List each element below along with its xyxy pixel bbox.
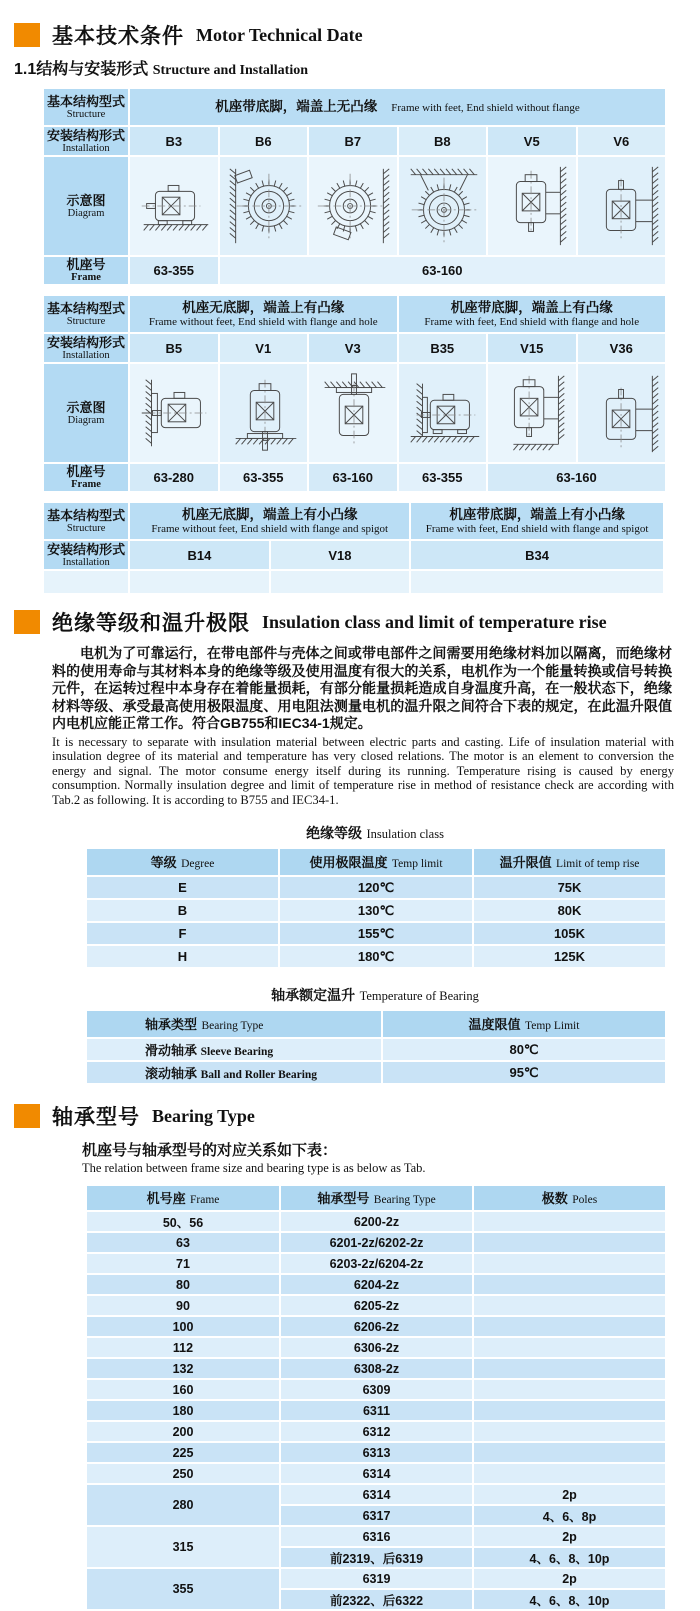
- motor-diagram-v5: [488, 158, 578, 254]
- bearing-model: 6308-2z: [280, 1358, 473, 1379]
- installation-code-b7: B7: [308, 126, 398, 156]
- diagram-cell: [398, 156, 488, 256]
- motor-diagram-b6: [220, 158, 310, 254]
- insulation-value: 105K: [473, 922, 666, 945]
- frame-size: 100: [86, 1316, 280, 1337]
- row-label-cell: 机座号 Frame: [43, 463, 129, 492]
- bearing-model: 前2319、后6319: [280, 1547, 473, 1568]
- diagram-cell: [129, 156, 219, 256]
- bearing-type-row: [86, 1568, 666, 1589]
- structure-tables: [0, 87, 700, 595]
- bearing-model: 6314: [280, 1463, 473, 1484]
- insulation-value: 75K: [473, 876, 666, 899]
- insulation-value: F: [86, 922, 279, 945]
- insulation-value: H: [86, 945, 279, 968]
- column-header: 等级 Degree: [86, 848, 279, 876]
- installation-code-b14: B14: [129, 540, 269, 570]
- insulation-value: 125K: [473, 945, 666, 968]
- temp-limit-value: 95℃: [382, 1061, 666, 1084]
- installation-code-v3: V3: [308, 333, 398, 363]
- bearing-model: 6203-2z/6204-2z: [280, 1253, 473, 1274]
- row-label-cell: 基本结构型式 Structure: [43, 295, 129, 333]
- insulation-value: E: [86, 876, 279, 899]
- motor-diagram-b5: [130, 365, 220, 461]
- row-label-cell: 安装结构形式 Installation: [43, 333, 129, 363]
- table-title-zh: 绝缘等级: [306, 825, 363, 841]
- poles: 2p: [473, 1526, 666, 1547]
- bearing-type-row: [86, 1274, 666, 1295]
- frame-size: 355: [86, 1568, 280, 1610]
- installation-code-b6: B6: [219, 126, 309, 156]
- insulation-value: B: [86, 899, 279, 922]
- installation-code-b8: B8: [398, 126, 488, 156]
- insulation-row: [86, 922, 666, 945]
- bearing-model: 6313: [280, 1442, 473, 1463]
- frame-size: 50、56: [86, 1211, 280, 1232]
- subsection-title-zh: 1.1结构与安装形式: [14, 61, 149, 78]
- bearing-type-row: [86, 1316, 666, 1337]
- column-header: 温升限值 Limit of temp rise: [473, 848, 666, 876]
- poles: [473, 1421, 666, 1442]
- bearing-temp-row: [86, 1038, 666, 1061]
- empty-cell: [129, 570, 269, 594]
- poles: 2p: [473, 1484, 666, 1505]
- structure-type-header: 机座带底脚，端盖上有小凸缘 Frame with feet, End shield with flange and spigot: [410, 502, 664, 540]
- motor-diagram-v15: [488, 365, 578, 461]
- diagram-cell: [308, 156, 398, 256]
- poles: [473, 1463, 666, 1484]
- insulation-paragraph-zh: 电机为了可靠运行，在带电部件与壳体之间或带电部件之间需要用绝缘材料加以隔离，而绝缘材料的使用寿命与其材料本身的绝缘等级及使用温度有很大的关系，电机作为一个能量转换或信号转换元件，在运转过程中本身存在着能量损耗，有部分能量损耗造成自身温度升高，在一般状态下，绝缘材料等级、承受最高使用极限温度、用电阻法测量电机的温升限之间符合下表的规定，在此温升限值内电机应能正常工作。符合GB755和IEC34-1规定。: [52, 645, 672, 732]
- bearing-temp-row: [86, 1061, 666, 1084]
- insulation-value: 120℃: [279, 876, 473, 899]
- empty-cell: [410, 570, 664, 594]
- poles: [473, 1211, 666, 1232]
- bearing-type-row: [86, 1379, 666, 1400]
- frame-size: 225: [86, 1442, 280, 1463]
- bearing-model: 6206-2z: [280, 1316, 473, 1337]
- bearing-type-table: [85, 1184, 667, 1611]
- bearing-temp-table-title: [85, 985, 665, 1005]
- installation-code-b35: B35: [398, 333, 488, 363]
- insulation-value: 180℃: [279, 945, 473, 968]
- bearing-type-row: [86, 1400, 666, 1421]
- frame-size: 160: [86, 1379, 280, 1400]
- frame-size: 200: [86, 1421, 280, 1442]
- bearing-intro-zh: 机座号与轴承型号的对应关系如下表：: [82, 1142, 338, 1159]
- row-label-cell: 基本结构型式 Structure: [43, 502, 129, 540]
- bearing-model: 6306-2z: [280, 1337, 473, 1358]
- bearing-type-row: [86, 1484, 666, 1505]
- frame-size: 280: [86, 1484, 280, 1526]
- diagram-cell: [219, 156, 309, 256]
- frame-range-cell: 63-355: [129, 256, 219, 285]
- frame-size: 71: [86, 1253, 280, 1274]
- bearing-type-name: 滚动轴承 Ball and Roller Bearing: [86, 1061, 382, 1084]
- motor-diagram-v6: [578, 158, 668, 254]
- insulation-row: [86, 945, 666, 968]
- poles: [473, 1274, 666, 1295]
- column-header: 温度限值 Temp Limit: [382, 1010, 666, 1038]
- row-label-cell: 机座号 Frame: [43, 256, 129, 285]
- motor-diagram-b7: [309, 158, 399, 254]
- structure-table-1: [42, 87, 667, 286]
- motor-diagram-b3: [130, 158, 220, 254]
- motor-diagram-v36: [578, 365, 668, 461]
- bearing-type-row: [86, 1211, 666, 1232]
- poles: [473, 1358, 666, 1379]
- diagram-cell: [487, 156, 577, 256]
- frame-size: 315: [86, 1526, 280, 1568]
- diagram-cell: [129, 363, 219, 463]
- diagram-cell: [487, 363, 577, 463]
- bearing-model: 6201-2z/6202-2z: [280, 1232, 473, 1253]
- row-label-cell: 示意图 Diagram: [43, 156, 129, 256]
- section-title-en: Bearing Type: [152, 1105, 255, 1126]
- row-label-cell: 安装结构形式 Installation: [43, 126, 129, 156]
- frame-range-cell: 63-160: [219, 256, 667, 285]
- insulation-table-title: [85, 823, 665, 843]
- motor-diagram-v1: [220, 365, 310, 461]
- installation-code-v15: V15: [487, 333, 577, 363]
- bearing-model: 6204-2z: [280, 1274, 473, 1295]
- column-header: 极数 Poles: [473, 1185, 666, 1211]
- poles: 4、6、8、10p: [473, 1547, 666, 1568]
- installation-code-b3: B3: [129, 126, 219, 156]
- section-title-zh: 轴承型号: [52, 1106, 140, 1129]
- row-label-cell: 示意图 Diagram: [43, 363, 129, 463]
- section-heading-tech: [14, 20, 700, 50]
- section-title-en: Motor Technical Date: [196, 24, 363, 45]
- diagram-cell: [219, 363, 309, 463]
- frame-range-cell: 63-280: [129, 463, 219, 492]
- bearing-type-row: [86, 1358, 666, 1379]
- diagram-cell: [398, 363, 488, 463]
- section-title-zh: 基本技术条件: [52, 25, 184, 48]
- bearing-type-row: [86, 1463, 666, 1484]
- bearing-intro-en: The relation between frame size and bearing type is as below as Tab.: [82, 1161, 426, 1175]
- installation-code-v18: V18: [270, 540, 410, 570]
- bearing-model: 6317: [280, 1505, 473, 1526]
- bearing-type-row: [86, 1421, 666, 1442]
- subsection-heading: [14, 56, 700, 79]
- bearing-model: 6309: [280, 1379, 473, 1400]
- frame-size: 63: [86, 1232, 280, 1253]
- orange-marker-icon: [14, 610, 40, 634]
- frame-size: 180: [86, 1400, 280, 1421]
- section-heading-insulation: [14, 607, 700, 637]
- bearing-model: 6316: [280, 1526, 473, 1547]
- installation-code-v36: V36: [577, 333, 667, 363]
- frame-range-cell: 63-160: [308, 463, 398, 492]
- insulation-paragraph-en: It is necessary to separate with insulation material between electric parts and casting. Life of insulation material with insulation degree of its material and temperature has very closed relations. The motor is an element to conversion the energy and signal. The motor consume energy itself during its running. Temperature rising is caused by energy consumption. Normally insulation degree and limit of temperature rise in method of resistance check are according with Tab.2 as following. It is according to B755 and IEC34-1.: [52, 734, 674, 807]
- poles: [473, 1337, 666, 1358]
- frame-size: 250: [86, 1463, 280, 1484]
- bearing-type-row: [86, 1295, 666, 1316]
- poles: 4、6、8、10p: [473, 1589, 666, 1610]
- structure-type-header: 机座无底脚，端盖上有凸缘 Frame without feet, End shield with flange and hole: [129, 295, 398, 333]
- poles: 2p: [473, 1568, 666, 1589]
- bearing-model: 6314: [280, 1484, 473, 1505]
- poles: [473, 1316, 666, 1337]
- installation-code-v6: V6: [577, 126, 667, 156]
- frame-size: 112: [86, 1337, 280, 1358]
- bearing-type-row: [86, 1232, 666, 1253]
- bearing-model: 6205-2z: [280, 1295, 473, 1316]
- column-header: 轴承型号 Bearing Type: [280, 1185, 473, 1211]
- diagram-cell: [308, 363, 398, 463]
- bearing-type-row: [86, 1442, 666, 1463]
- motor-diagram-b35: [399, 365, 489, 461]
- column-header: 使用极限温度 Temp limit: [279, 848, 473, 876]
- frame-size: 90: [86, 1295, 280, 1316]
- motor-diagram-v3: [309, 365, 399, 461]
- bearing-model: 6311: [280, 1400, 473, 1421]
- table-title-zh: 轴承额定温升: [271, 987, 356, 1003]
- bearing-type-row: [86, 1253, 666, 1274]
- bearing-type-row: [86, 1526, 666, 1547]
- installation-code-b5: B5: [129, 333, 219, 363]
- column-header: 机号座 Frame: [86, 1185, 280, 1211]
- poles: [473, 1379, 666, 1400]
- section-heading-bearing: [14, 1101, 700, 1131]
- installation-code-v5: V5: [487, 126, 577, 156]
- insulation-value: 80K: [473, 899, 666, 922]
- insulation-class-table: [85, 847, 667, 969]
- row-label-cell: 安装结构形式 Installation: [43, 540, 129, 570]
- poles: [473, 1400, 666, 1421]
- structure-type-header: 机座带底脚，端盖上无凸缘 Frame with feet, End shield without flange: [129, 88, 666, 126]
- bearing-temperature-table: [85, 1009, 667, 1085]
- frame-range-cell: 63-160: [487, 463, 666, 492]
- subsection-title-en: Structure and Installation: [152, 63, 309, 78]
- structure-table-3: [42, 501, 665, 595]
- frame-size: 80: [86, 1274, 280, 1295]
- bearing-model: 前2322、后6322: [280, 1589, 473, 1610]
- installation-code-b34: B34: [410, 540, 664, 570]
- bearing-model: 6319: [280, 1568, 473, 1589]
- poles: [473, 1295, 666, 1316]
- poles: 4、6、8p: [473, 1505, 666, 1526]
- section-title-en: Insulation class and limit of temperature rise: [262, 611, 607, 632]
- table-title-en: Insulation class: [366, 827, 444, 841]
- diagram-cell: [577, 363, 667, 463]
- frame-range-cell: 63-355: [398, 463, 488, 492]
- frame-range-cell: 63-355: [219, 463, 309, 492]
- bearing-model: 6312: [280, 1421, 473, 1442]
- bearing-model: 6200-2z: [280, 1211, 473, 1232]
- temp-limit-value: 80℃: [382, 1038, 666, 1061]
- insulation-value: 130℃: [279, 899, 473, 922]
- insulation-value: 155℃: [279, 922, 473, 945]
- insulation-row: [86, 899, 666, 922]
- insulation-row: [86, 876, 666, 899]
- poles: [473, 1232, 666, 1253]
- empty-cell: [270, 570, 410, 594]
- poles: [473, 1442, 666, 1463]
- motor-diagram-b8: [399, 158, 489, 254]
- bearing-type-row: [86, 1337, 666, 1358]
- structure-table-2: [42, 294, 667, 493]
- poles: [473, 1253, 666, 1274]
- row-label-cell: 基本结构型式 Structure: [43, 88, 129, 126]
- structure-type-header: 机座无底脚，端盖上有小凸缘 Frame without feet, End shield with flange and spigot: [129, 502, 410, 540]
- orange-marker-icon: [14, 23, 40, 47]
- row-label-cell: [43, 570, 129, 594]
- installation-code-v1: V1: [219, 333, 309, 363]
- diagram-cell: [577, 156, 667, 256]
- orange-marker-icon: [14, 1104, 40, 1128]
- structure-type-header: 机座带底脚，端盖上有凸缘 Frame with feet, End shield with flange and hole: [398, 295, 667, 333]
- table-title-en: Temperature of Bearing: [359, 989, 479, 1003]
- bearing-type-name: 滑动轴承 Sleeve Bearing: [86, 1038, 382, 1061]
- section-title-zh: 绝缘等级和温升极限: [52, 612, 250, 635]
- column-header: 轴承类型 Bearing Type: [86, 1010, 382, 1038]
- frame-size: 132: [86, 1358, 280, 1379]
